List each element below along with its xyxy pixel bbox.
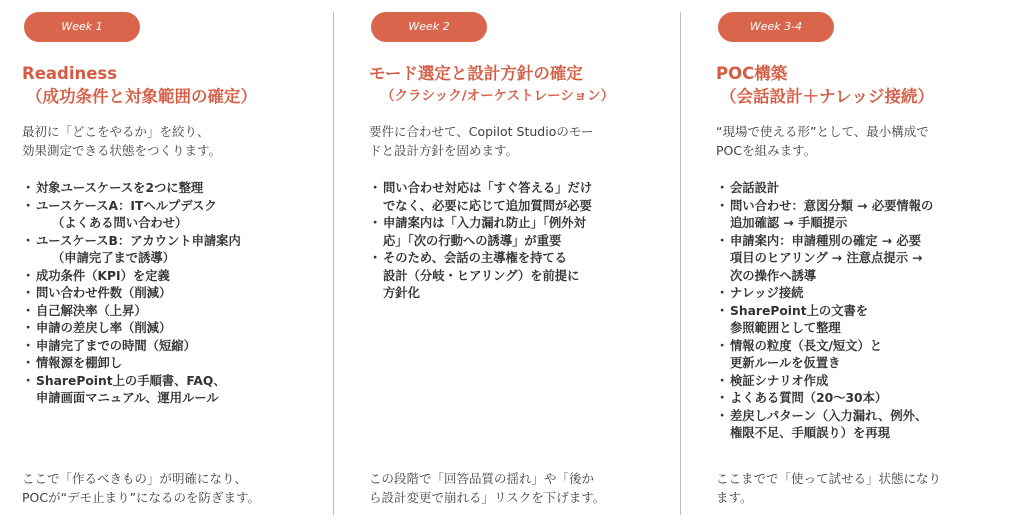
bullet-list: [22, 180, 322, 408]
week-badge: Week 3-4: [718, 12, 834, 42]
title-line-1: Readiness: [22, 64, 118, 83]
list-item: ・ 申請案内は「入力漏れ防止」「例外対: [369, 215, 669, 233]
intro-text: [22, 122, 322, 160]
list-item: ・ 成功条件（KPI）を定義: [22, 268, 322, 286]
intro-line: ドと設計方針を固めます。: [369, 143, 519, 158]
intro-text: [716, 122, 1016, 160]
list-item: （申請完了まで誘導）: [52, 251, 175, 265]
title-line-1: POC構築: [716, 64, 788, 83]
list-item: 参照範囲として整理: [730, 321, 841, 335]
list-item: ・ ユースケースB：アカウント申請案内: [22, 233, 322, 251]
title-line-2: （成功条件と対象範囲の確定）: [26, 87, 257, 106]
list-item: ・ 差戻しパターン（入力漏れ、例外、: [716, 408, 1016, 426]
week-1-column: [22, 0, 322, 528]
list-item: 更新ルールを仮置き: [730, 356, 841, 370]
week-2-column: [369, 0, 669, 528]
list-item: ・ 申請案内：申請種別の確定 → 必要: [716, 233, 1016, 251]
list-item: 次の操作へ誘導: [730, 268, 817, 283]
title-line-2: （会話設計＋ナレッジ接続）: [720, 87, 935, 106]
list-item: ・ ナレッジ接続: [716, 285, 1016, 303]
title-line-1: モード選定と設計方針の確定: [369, 64, 583, 83]
list-item: 項目のヒアリング → 注意点提示 →: [730, 251, 923, 265]
column-divider: [680, 12, 681, 515]
intro-line: 最初に「どこをやるか」を絞り、: [22, 124, 210, 139]
footer-line: ここまでで「使って試せる」状態になり: [716, 471, 942, 486]
week-3-4-column: [716, 0, 1016, 528]
footer-text: [716, 469, 1024, 507]
list-item: ・ 会話設計: [716, 180, 1016, 198]
list-item: 設計（分岐・ヒアリング）を前提に: [383, 268, 580, 283]
footer-line: ます。: [716, 490, 753, 505]
footer-line: POCが“デモ止まり”になるのを防ぎます。: [22, 490, 261, 505]
column-title: [22, 62, 322, 108]
intro-line: “現場で使える形”として、最小構成で: [716, 124, 929, 139]
list-item: でなく、必要に応じて追加質問が必要: [383, 198, 592, 213]
bullet-list: [369, 180, 669, 303]
footer-line: ら設計変更で崩れる」リスクを下げます。: [369, 490, 606, 505]
list-item: ・ そのため、会話の主導権を持てる: [369, 250, 669, 268]
list-item: ・ 問い合わせ：意図分類 → 必要情報の: [716, 198, 1016, 216]
list-item: ・ SharePoint上の文書を: [716, 303, 1016, 321]
list-item: ・ 情報源を棚卸し: [22, 355, 322, 373]
list-item: ・ ユースケースA：ITヘルプデスク: [22, 198, 322, 216]
intro-line: 要件に合わせて、Copilot Studioのモー: [369, 124, 594, 139]
footer-line: この段階で「回答品質の揺れ」や「後か: [369, 471, 595, 486]
list-item: 応」「次の行動への誘導」が重要: [383, 233, 562, 248]
bullet-list: [716, 180, 1016, 443]
footer-text: [369, 469, 679, 507]
list-item: ・ 情報の粒度（長文/短文）と: [716, 338, 1016, 356]
list-item: ・ 申請完了までの時間（短縮）: [22, 338, 322, 356]
list-item: （よくある問い合わせ）: [52, 216, 188, 230]
intro-line: 効果測定できる状態をつくります。: [22, 143, 222, 158]
column-title: [716, 62, 1016, 108]
list-item: ・ 対象ユースケースを2つに整理: [22, 180, 322, 198]
list-item: ・ SharePoint上の手順書、FAQ、: [22, 373, 322, 391]
title-line-2: （クラシック/オーケストレーション）: [381, 88, 615, 104]
footer-text: [22, 469, 332, 507]
list-item: ・ 検証シナリオ作成: [716, 373, 1016, 391]
list-item: 追加確認 → 手順提示: [730, 216, 848, 230]
intro-line: POCを組みます。: [716, 143, 817, 158]
week-badge: Week 2: [371, 12, 487, 42]
column-divider: [333, 12, 334, 515]
column-title: [369, 62, 669, 108]
list-item: ・ 申請の差戻し率（削減）: [22, 320, 322, 338]
list-item: ・ 問い合わせ件数（削減）: [22, 285, 322, 303]
list-item: 権限不足、手順誤り）を再現: [730, 426, 890, 440]
footer-line: ここで「作るべきもの」が明確になり、: [22, 471, 248, 486]
list-item: ・ よくある質問（20〜30本）: [716, 390, 1016, 408]
list-item: ・ 問い合わせ対応は「すぐ答える」だけ: [369, 180, 669, 198]
intro-text: [369, 122, 669, 160]
week-badge: Week 1: [24, 12, 140, 42]
list-item: ・ 自己解決率（上昇）: [22, 303, 322, 321]
list-item: 方針化: [383, 286, 420, 300]
list-item: 申請画面マニュアル、運用ルール: [36, 391, 219, 405]
